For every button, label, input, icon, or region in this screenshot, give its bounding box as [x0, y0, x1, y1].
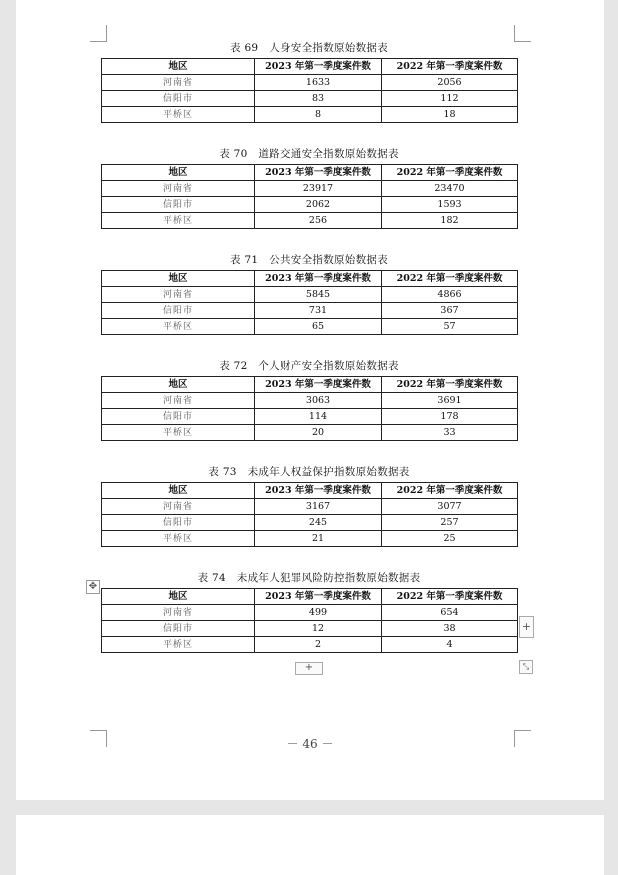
cell-value[interactable]: 2056 [382, 75, 518, 91]
cell-value[interactable]: 178 [382, 409, 518, 425]
header-2023[interactable]: 2023 年第一季度案件数 [255, 271, 382, 287]
cell-value[interactable]: 182 [382, 213, 518, 229]
table-header-row [102, 377, 518, 393]
cell-value[interactable]: 21 [255, 531, 382, 547]
next-page [16, 815, 604, 875]
cell-region[interactable]: 信阳市 [102, 91, 255, 107]
cell-value[interactable]: 3691 [382, 393, 518, 409]
cell-region[interactable]: 河南省 [102, 393, 255, 409]
table-row [102, 303, 518, 319]
table-row [102, 107, 518, 123]
table-row [102, 75, 518, 91]
cell-region[interactable]: 信阳市 [102, 621, 255, 637]
cell-region[interactable]: 信阳市 [102, 197, 255, 213]
header-region[interactable]: 地区 [102, 589, 255, 605]
table-block-71 [101, 253, 517, 335]
cell-region[interactable]: 平桥区 [102, 319, 255, 335]
data-table[interactable] [101, 376, 518, 441]
cell-value[interactable]: 367 [382, 303, 518, 319]
data-table[interactable] [101, 164, 518, 229]
header-region[interactable]: 地区 [102, 377, 255, 393]
cell-value[interactable]: 65 [255, 319, 382, 335]
page-number: － 46 － [286, 737, 334, 751]
cell-region[interactable]: 河南省 [102, 287, 255, 303]
crop-mark-top-right [514, 25, 531, 42]
cell-value[interactable]: 25 [382, 531, 518, 547]
cell-value[interactable]: 257 [382, 515, 518, 531]
cell-region[interactable]: 河南省 [102, 605, 255, 621]
header-2022[interactable]: 2022 年第一季度案件数 [382, 483, 518, 499]
table-caption: 表 70 道路交通安全指数原始数据表 [219, 148, 399, 160]
table-row [102, 605, 518, 621]
table-row [102, 393, 518, 409]
table-caption: 表 71 公共安全指数原始数据表 [230, 254, 388, 266]
cell-value[interactable]: 12 [255, 621, 382, 637]
document-page [16, 0, 604, 800]
cell-region[interactable]: 信阳市 [102, 409, 255, 425]
cell-value[interactable]: 18 [382, 107, 518, 123]
header-region[interactable]: 地区 [102, 59, 255, 75]
cell-value[interactable]: 245 [255, 515, 382, 531]
table-header-row [102, 59, 518, 75]
table-row [102, 319, 518, 335]
cell-value[interactable]: 256 [255, 213, 382, 229]
header-2022[interactable]: 2022 年第一季度案件数 [382, 589, 518, 605]
add-row-button[interactable]: + [295, 662, 323, 675]
table-header-row [102, 589, 518, 605]
cell-value[interactable]: 4 [382, 637, 518, 653]
crop-mark-top-left [90, 25, 107, 42]
cell-value[interactable]: 83 [255, 91, 382, 107]
header-2023[interactable]: 2023 年第一季度案件数 [255, 59, 382, 75]
table-row [102, 515, 518, 531]
table-block-72 [101, 359, 517, 441]
table-row [102, 409, 518, 425]
header-2022[interactable]: 2022 年第一季度案件数 [382, 165, 518, 181]
cell-value[interactable]: 2 [255, 637, 382, 653]
header-2022[interactable]: 2022 年第一季度案件数 [382, 377, 518, 393]
data-table[interactable] [101, 270, 518, 335]
table-caption: 表 74 未成年人犯罪风险防控指数原始数据表 [197, 572, 421, 584]
header-2023[interactable]: 2023 年第一季度案件数 [255, 377, 382, 393]
table-row [102, 181, 518, 197]
cell-value[interactable]: 112 [382, 91, 518, 107]
table-header-row [102, 483, 518, 499]
cell-region[interactable]: 信阳市 [102, 515, 255, 531]
cell-region[interactable]: 河南省 [102, 75, 255, 91]
cell-value[interactable]: 38 [382, 621, 518, 637]
table-block-73 [101, 465, 517, 547]
cell-value[interactable]: 114 [255, 409, 382, 425]
table-row [102, 213, 518, 229]
cell-value[interactable]: 4866 [382, 287, 518, 303]
table-row [102, 425, 518, 441]
cell-value[interactable]: 3167 [255, 499, 382, 515]
table-row [102, 531, 518, 547]
table-header-row [102, 165, 518, 181]
data-table[interactable] [101, 588, 518, 653]
header-2022[interactable]: 2022 年第一季度案件数 [382, 59, 518, 75]
cell-value[interactable]: 3063 [255, 393, 382, 409]
cell-value[interactable]: 1633 [255, 75, 382, 91]
header-region[interactable]: 地区 [102, 483, 255, 499]
cell-region[interactable]: 平桥区 [102, 531, 255, 547]
cell-region[interactable]: 信阳市 [102, 303, 255, 319]
cell-value[interactable]: 57 [382, 319, 518, 335]
table-row [102, 197, 518, 213]
add-column-button[interactable]: + [519, 616, 534, 638]
cell-value[interactable]: 8 [255, 107, 382, 123]
header-2023[interactable]: 2023 年第一季度案件数 [255, 165, 382, 181]
cell-region[interactable]: 平桥区 [102, 637, 255, 653]
table-move-handle-icon[interactable]: ✥ [86, 580, 100, 594]
cell-region[interactable]: 河南省 [102, 499, 255, 515]
header-2022[interactable]: 2022 年第一季度案件数 [382, 271, 518, 287]
header-region[interactable]: 地区 [102, 165, 255, 181]
cell-value[interactable]: 33 [382, 425, 518, 441]
cell-value[interactable]: 499 [255, 605, 382, 621]
table-row [102, 91, 518, 107]
table-row [102, 499, 518, 515]
table-resize-handle-icon[interactable]: ⤡ [519, 660, 533, 674]
cell-region[interactable]: 平桥区 [102, 213, 255, 229]
table-row [102, 621, 518, 637]
cell-value[interactable]: 23470 [382, 181, 518, 197]
table-block-74 [101, 571, 517, 653]
cell-value[interactable]: 731 [255, 303, 382, 319]
table-header-row [102, 271, 518, 287]
data-table[interactable] [101, 58, 518, 123]
data-table[interactable] [101, 482, 518, 547]
cell-value[interactable]: 20 [255, 425, 382, 441]
cell-region[interactable]: 平桥区 [102, 107, 255, 123]
cell-value[interactable]: 5845 [255, 287, 382, 303]
cell-value[interactable]: 654 [382, 605, 518, 621]
table-block-70 [101, 147, 517, 229]
table-caption: 表 69 人身安全指数原始数据表 [230, 42, 388, 54]
header-region[interactable]: 地区 [102, 271, 255, 287]
cell-value[interactable]: 3077 [382, 499, 518, 515]
table-caption: 表 73 未成年人权益保护指数原始数据表 [208, 466, 410, 478]
header-2023[interactable]: 2023 年第一季度案件数 [255, 589, 382, 605]
cell-region[interactable]: 平桥区 [102, 425, 255, 441]
cell-value[interactable]: 2062 [255, 197, 382, 213]
cell-value[interactable]: 1593 [382, 197, 518, 213]
table-row [102, 637, 518, 653]
table-block-69 [101, 41, 517, 123]
table-caption: 表 72 个人财产安全指数原始数据表 [219, 360, 399, 372]
cell-value[interactable]: 23917 [255, 181, 382, 197]
header-2023[interactable]: 2023 年第一季度案件数 [255, 483, 382, 499]
cell-region[interactable]: 河南省 [102, 181, 255, 197]
table-row [102, 287, 518, 303]
